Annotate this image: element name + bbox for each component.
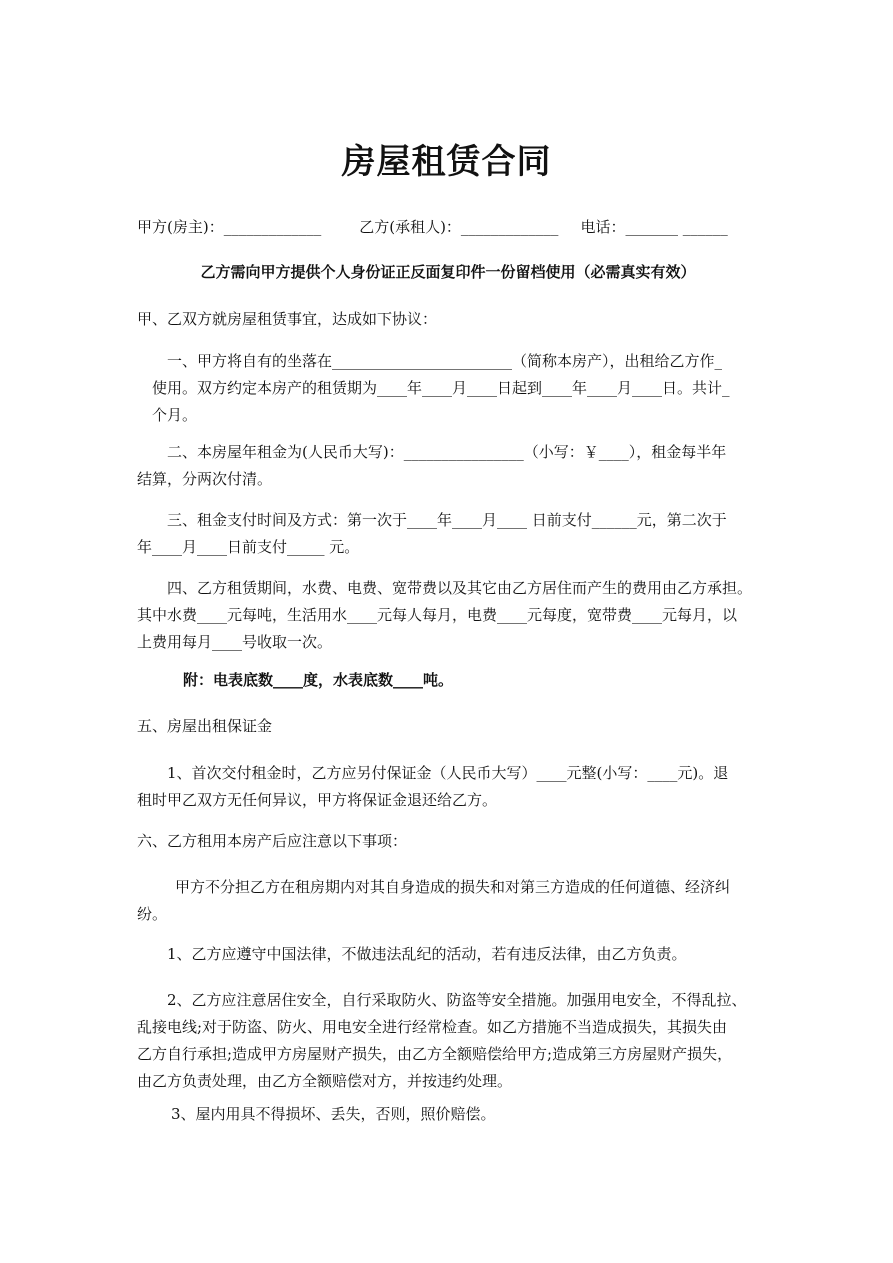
clause-2-line: 二、本房屋年租金为(人民币大写)：________________（小写：￥____），租金每半年	[167, 443, 727, 461]
clause-5-line: 租时甲乙双方无任何异议，甲方将保证金退还给乙方。	[137, 791, 498, 809]
clause-6-line: 1、乙方应遵守中国法律，不做违法乱纪的活动，若有违反法律，由乙方负责。	[167, 945, 687, 963]
clause-6-line: 乙方自行承担;造成甲方房屋财产损失，由乙方全额赔偿给甲方;造成第三方房屋财产损失，	[137, 1045, 733, 1063]
clause-2-line: 结算，分两次付清。	[137, 470, 273, 488]
clause-6-paragraph	[137, 874, 759, 928]
document-title: 房屋租赁合同	[341, 142, 552, 182]
phone-field: 电话：_______ ______	[580, 218, 728, 236]
clause-6-item-1	[137, 941, 759, 968]
clause-6-line: 2、乙方应注意居住安全，自行采取防火、防盗等安全措施。加强用电安全，不得乱拉、	[167, 991, 747, 1009]
clause-6-line: 甲方不分担乙方在租房期内对其自身造成的损失和对第三方造成的任何道德、经济纠	[175, 878, 731, 896]
clause-3-line: 年____月____日前支付_____ 元。	[137, 538, 360, 556]
clause-1-line: 一、甲方将自有的坐落在________________________（简称本房产），出租给乙方作_	[167, 352, 723, 370]
clause-5-title: 五、房屋出租保证金	[137, 717, 273, 735]
party-info-row	[137, 214, 759, 241]
party-a-field: 甲方(房主)：_____________	[137, 218, 322, 236]
clause-4-line: 上费用每月____号收取一次。	[137, 633, 333, 651]
clause-3	[137, 507, 759, 561]
meter-note: 附：电表底数____度，水表底数____吨。	[183, 671, 454, 689]
clause-6-title: 六、乙方租用本房产后应注意以下事项：	[137, 832, 408, 850]
clause-5-item-1	[137, 760, 759, 814]
clause-6-line: 由乙方负责处理，由乙方全额赔偿对方，并按违约处理。	[137, 1072, 513, 1090]
id-notice: 乙方需向甲方提供个人身份证正反面复印件一份留档使用（必需真实有效）	[200, 263, 696, 281]
intro-text: 甲、乙双方就房屋租赁事宜，达成如下协议：	[137, 310, 438, 328]
clause-5-line: 1、首次交付租金时，乙方应另付保证金（人民币大写）____元整(小写：____元)。退	[167, 764, 729, 782]
clause-4-line: 四、乙方租赁期间，水费、电费、宽带费以及其它由乙方居住而产生的费用由乙方承担。	[167, 579, 753, 597]
party-b-field: 乙方(承租人)：_____________	[359, 218, 559, 236]
clause-6-line: 纷。	[137, 905, 168, 923]
clause-4-line: 其中水费____元每吨，生活用水____元每人每月，电费____元每度，宽带费____元每月，以	[137, 606, 738, 624]
clause-1-line: 使用。双方约定本房产的租赁期为____年____月____日起到____年____月____日。共计_	[152, 379, 730, 397]
clause-1-line: 个月。	[152, 406, 198, 424]
clause-4	[137, 575, 759, 656]
clause-6-item-2	[137, 987, 759, 1095]
clause-6-item-3	[137, 1101, 759, 1128]
clause-6-line: 乱接电线;对于防盗、防火、用电安全进行经常检查。如乙方措施不当造成损失，其损失由	[137, 1018, 728, 1036]
clause-6-line: 3、屋内用具不得损坏、丢失，否则，照价赔偿。	[171, 1105, 496, 1123]
clause-3-line: 三、租金支付时间及方式：第一次于____年____月____ 日前支付______元，第二次于	[167, 511, 727, 529]
clause-1	[137, 348, 759, 429]
clause-2	[137, 439, 759, 493]
